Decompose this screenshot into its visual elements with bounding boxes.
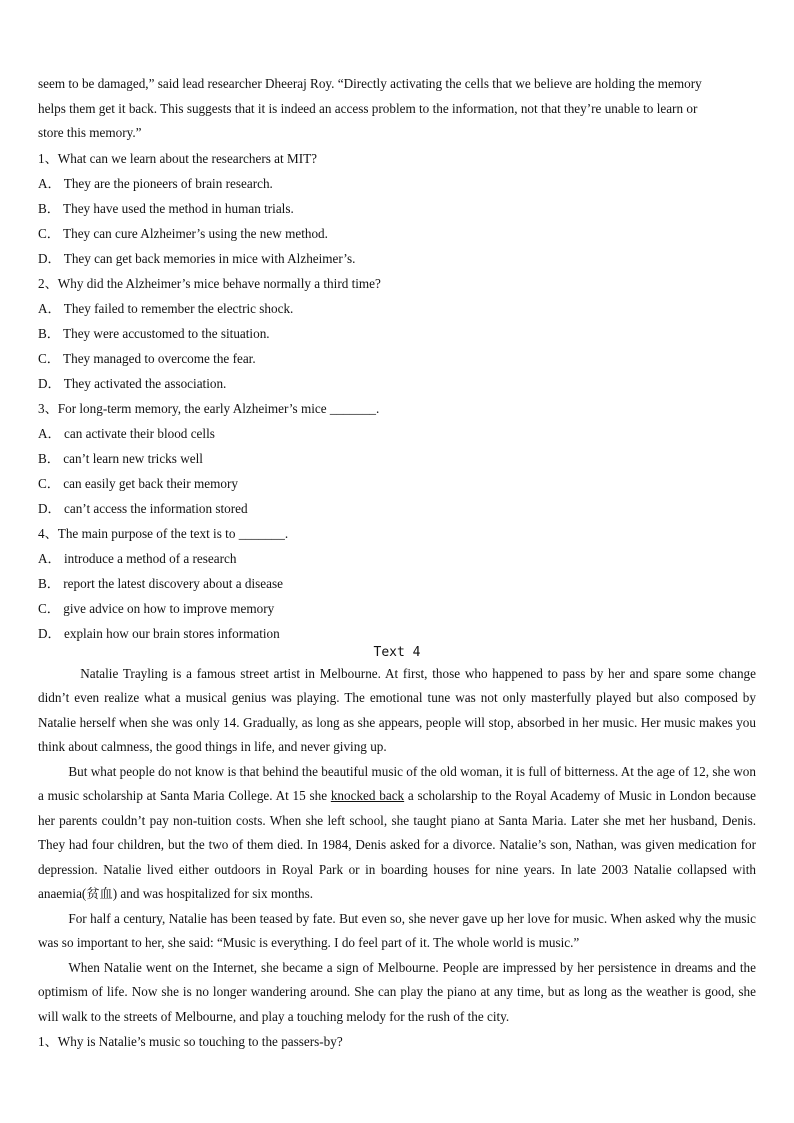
underlined-phrase: knocked back (330, 788, 405, 803)
passage-paragraph: For half a century, Natalie has been teased by fate. But even so, she never gave up her love for music. When asked why the music was so important to her, she said: “Music is everything. I do feel part of it. The whole world is music.” (38, 910, 756, 950)
answer-option: B． report the latest discovery about a disease (38, 575, 283, 591)
paragraph-text: a scholarship to the Royal Academy of Music in London because her parents couldn’t pay non-tuition costs. When she left school, she taught piano at Santa Maria. Later she met her husband, Denis. They had four children, but the two of them died. In 1984, Denis asked for a divorce. Natalie’s son, Nathan, was given medication for depression. Natalie lived either outdoors in Royal Park or in boarding houses for nine years. In late 2003 Natalie collapsed with anaemia(贫血) and was hospitalized for six months. (38, 788, 756, 901)
question-stem: 1、Why is Natalie’s music so touching to the passers-by? (38, 1034, 343, 1049)
question-stem: 3、For long-term memory, the early Alzheimer’s mice _______. (38, 400, 380, 416)
answer-option: D． They can get back memories in mice with Alzheimer’s. (38, 250, 356, 266)
document-page (38, 72, 756, 1054)
passage-paragraph (38, 760, 756, 907)
answer-option: C． can easily get back their memory (38, 475, 238, 491)
passage-line: helps them get it back. This suggests that it is indeed an access problem to the information, not that they’re unable to learn or (38, 100, 698, 116)
section-title: Text 4 (373, 644, 421, 660)
passage-paragraph: Natalie Trayling is a famous street artist in Melbourne. At first, those who happened to pass by her and spare some change didn’t even realize what a musical genius was playing. The emotional tune was not only masterfully played but also composed by Natalie herself when she was only 14. Gradually, as long as she appears, people will stop, absorbed in her music. Her music makes you think about calmness, the good things in life, and never giving up. (38, 665, 756, 754)
answer-option: D． can’t access the information stored (38, 500, 248, 516)
answer-option: B． can’t learn new tricks well (38, 450, 203, 466)
passage-line: store this memory.” (38, 125, 142, 140)
answer-option: C． They can cure Alzheimer’s using the new method. (38, 225, 328, 241)
answer-option: B． They were accustomed to the situation. (38, 325, 270, 341)
passage-continuation (38, 72, 756, 146)
question-list (38, 146, 756, 646)
answer-option: A． They failed to remember the electric shock. (38, 300, 294, 316)
question-stem: 1、What can we learn about the researchers at MIT? (38, 150, 317, 166)
passage-paragraph: When Natalie went on the Internet, she became a sign of Melbourne. People are impressed by her persistence in dreams and the optimism of life. Now she is no longer wandering around. She can play the piano at any time, but as long as the weather is good, she will walk to the streets of Melbourne, and play a touching melody for the rush of the city. (38, 959, 756, 1024)
answer-option: D． They activated the association. (38, 375, 227, 391)
answer-option: A． They are the pioneers of brain research. (38, 175, 273, 191)
paragraph-text: But what people do not know is that behind the beautiful music of the old woman, it is full of bitterness. At the age of 12, she won a music scholarship at Santa Maria College. At 15 she (38, 763, 756, 803)
answer-option: C． They managed to overcome the fear. (38, 350, 256, 366)
answer-option: C． give advice on how to improve memory (38, 600, 275, 616)
passage-line: seem to be damaged,” said lead researcher Dheeraj Roy. “Directly activating the cells that we believe are holding the memory (38, 76, 702, 91)
answer-option: A． introduce a method of a research (38, 550, 237, 566)
answer-option: B． They have used the method in human trials. (38, 200, 294, 216)
question-stem: 4、The main purpose of the text is to _______. (38, 525, 289, 541)
answer-option: D． explain how our brain stores information (38, 625, 280, 641)
answer-option: A． can activate their blood cells (38, 425, 215, 441)
question-stem: 2、Why did the Alzheimer’s mice behave normally a third time? (38, 275, 381, 291)
